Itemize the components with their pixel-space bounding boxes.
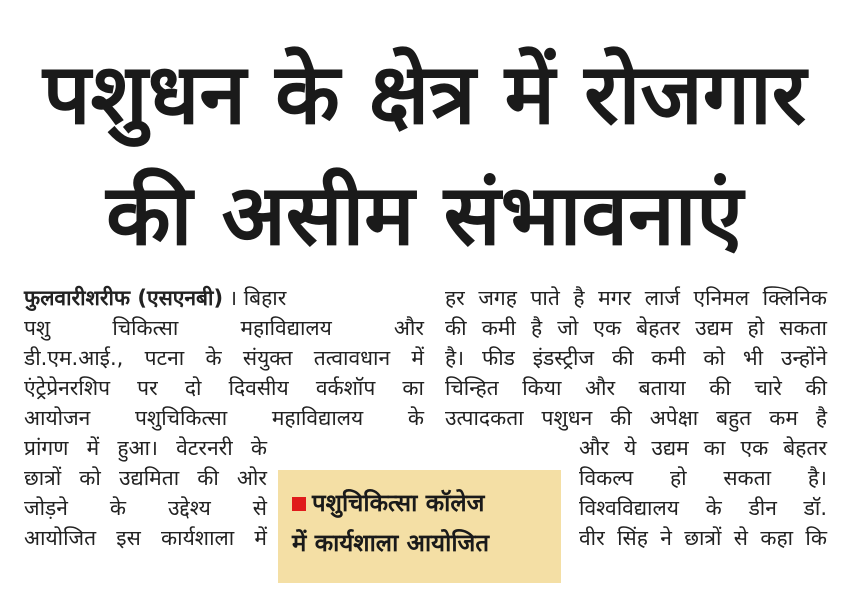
right-line-2: की कमी है जो एक बेहतर उद्यम हो सकता bbox=[445, 316, 827, 340]
right-line-6: और ये उद्यम का एक बेहतर bbox=[579, 436, 827, 460]
left-line-6: प्रांगण में हुआ। वेटरनरी के bbox=[24, 436, 267, 460]
left-line-8: जोड़ने के उद्देश्य से bbox=[24, 496, 267, 520]
dateline: फुलवारीशरीफ (एसएनबी) bbox=[24, 286, 224, 310]
left-line-9: आयोजित इस कार्यशाला में bbox=[24, 526, 267, 550]
red-square-bullet-icon bbox=[292, 497, 306, 511]
right-line-4: चिन्हित किया और बताया की चारे की bbox=[445, 376, 827, 400]
left-line-4: एंट्रेप्रेनरशिप पर दो दिवसीय वर्कशॉप का bbox=[24, 376, 424, 400]
left-line-3: डी.एम.आई., पटना के संयुक्त तत्वावधान में bbox=[24, 346, 424, 370]
bottom-crop-fade bbox=[0, 585, 849, 595]
right-line-8: विश्वविद्यालय के डीन डॉ. bbox=[579, 496, 827, 520]
right-line-5: उत्पादकता पशुधन की अपेक्षा बहुत कम है bbox=[445, 406, 827, 430]
left-line-7: छात्रों को उद्यमिता की ओर bbox=[24, 466, 267, 490]
right-line-3: है। फीड इंडस्ट्रीज की कमी को भी उन्होंने bbox=[445, 346, 827, 370]
left-line-1-text: । बिहार bbox=[229, 286, 287, 310]
right-line-1: हर जगह पाते है मगर लार्ज एनिमल क्लिनिक bbox=[445, 286, 827, 310]
right-line-9: वीर सिंह ने छात्रों से कहा कि bbox=[579, 526, 827, 550]
left-line-2: पशु चिकित्सा महाविद्यालय और bbox=[24, 316, 424, 340]
left-line-5: आयोजन पशुचिकित्सा महाविद्यालय के bbox=[24, 406, 424, 430]
callout-box bbox=[278, 470, 561, 583]
callout-line-2: में कार्यशाला आयोजित bbox=[292, 529, 490, 557]
callout-line-1 bbox=[292, 486, 484, 520]
callout-line-1-text: पशुचिकित्सा कॉलेज bbox=[312, 489, 485, 517]
headline-line-2: की असीम संभावनाएं bbox=[106, 166, 743, 264]
headline-line-1: पशुधन के क्षेत्र में रोजगार bbox=[42, 45, 807, 143]
right-line-7: विकल्प हो सकता है। bbox=[579, 466, 827, 490]
left-line-1 bbox=[24, 283, 424, 313]
